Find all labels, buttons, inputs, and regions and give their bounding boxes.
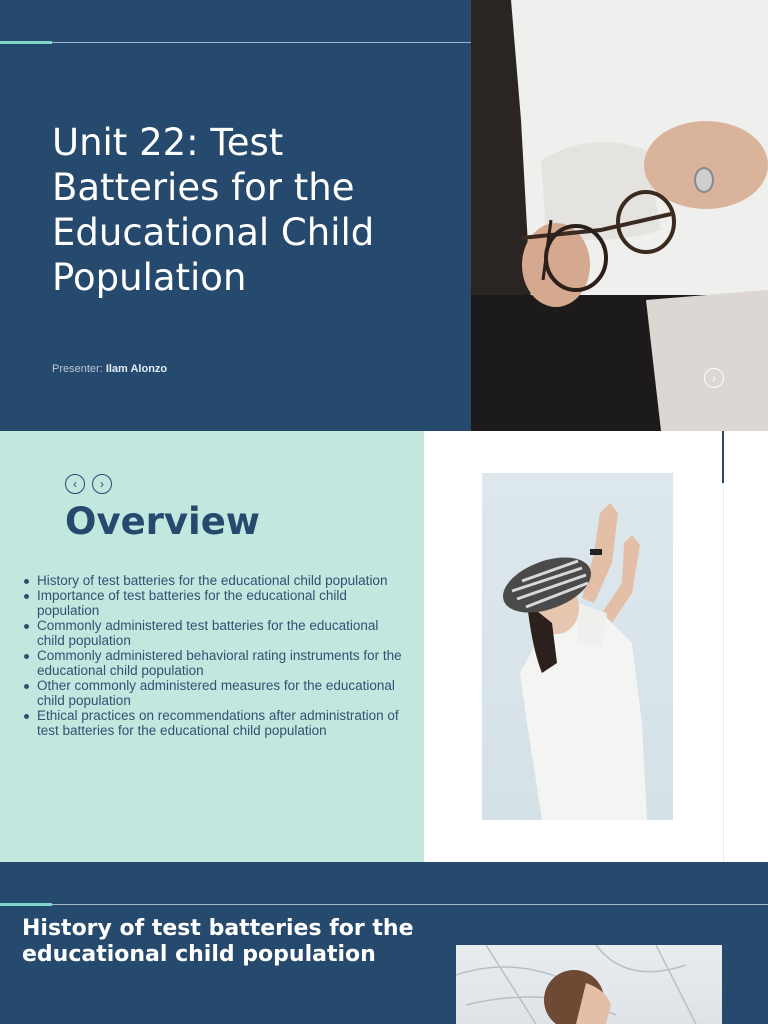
chevron-right-icon: › bbox=[100, 477, 104, 491]
history-heading: History of test batteries for the educational child population bbox=[22, 916, 414, 967]
list-item: Other commonly administered measures for the educational child population bbox=[22, 678, 402, 708]
presenter-name: Ilam Alonzo bbox=[105, 363, 168, 375]
list-item: Commonly administered test batteries for the educational child population bbox=[22, 618, 402, 648]
divider-line bbox=[0, 904, 768, 905]
chevron-right-icon: › bbox=[712, 371, 716, 385]
list-item: Commonly administered behavioral rating instruments for the educational child population bbox=[22, 648, 402, 678]
chevron-left-icon: ‹ bbox=[73, 477, 77, 491]
overview-list bbox=[22, 573, 402, 738]
overview-panel bbox=[0, 431, 424, 862]
next-slide-button[interactable] bbox=[92, 474, 112, 494]
divider-line bbox=[723, 483, 724, 862]
next-slide-button[interactable] bbox=[704, 368, 724, 388]
glasses-photo bbox=[471, 0, 768, 431]
woman-photo bbox=[456, 945, 722, 1024]
scroll-indicator bbox=[722, 431, 724, 483]
woman-photo-illustration bbox=[456, 945, 722, 1024]
woman-hat-photo bbox=[482, 473, 673, 820]
list-item: Importance of test batteries for the educational child population bbox=[22, 588, 402, 618]
history-slide bbox=[0, 862, 768, 1024]
accent-bar bbox=[0, 903, 52, 906]
glasses-photo-illustration bbox=[471, 0, 768, 431]
presenter-line bbox=[52, 363, 167, 375]
list-item: History of test batteries for the educational child population bbox=[22, 573, 402, 588]
prev-slide-button[interactable] bbox=[65, 474, 85, 494]
title-slide bbox=[0, 0, 768, 431]
list-item: Ethical practices on recommendations after administration of test batteries for the educational child population bbox=[22, 708, 402, 738]
woman-hat-photo-illustration bbox=[482, 473, 673, 820]
overview-heading: Overview bbox=[65, 500, 260, 543]
slide-title: Unit 22: Test Batteries for the Educational Child Population bbox=[52, 121, 375, 299]
presenter-label: Presenter: bbox=[52, 363, 103, 375]
accent-bar bbox=[0, 41, 52, 44]
overview-slide bbox=[0, 431, 768, 862]
